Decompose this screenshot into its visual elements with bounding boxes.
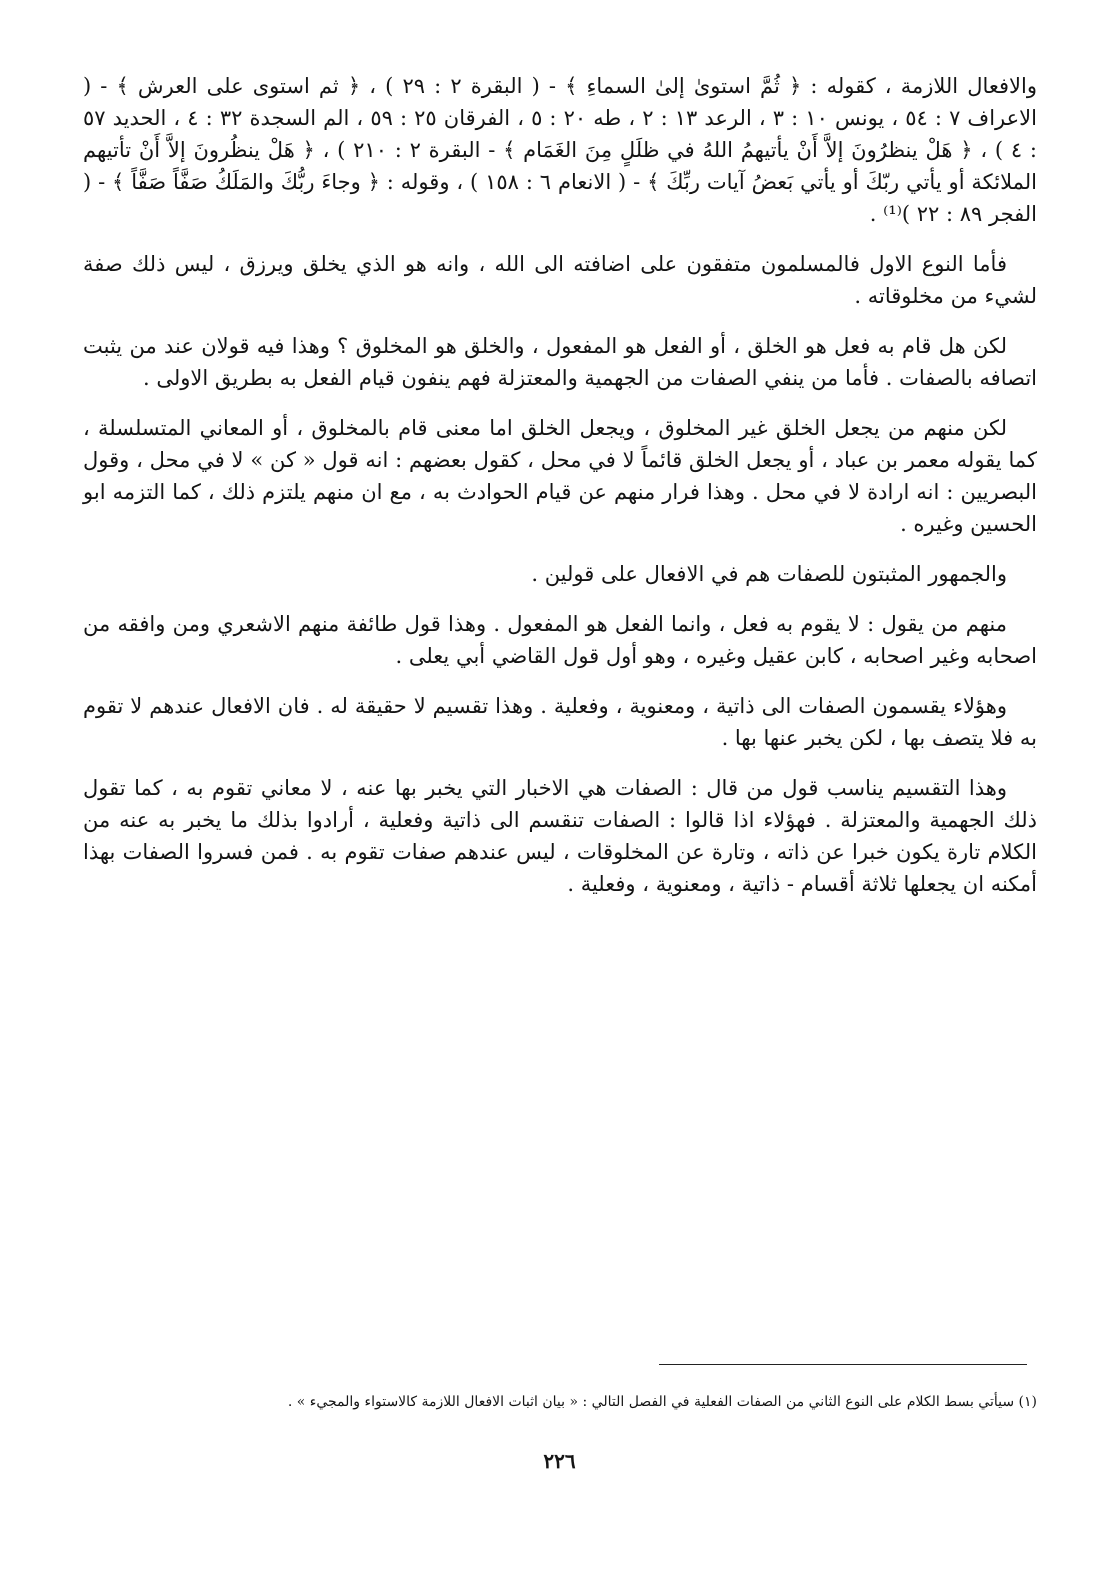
footnote: (١) سيأتي بسط الكلام على النوع الثاني من الصفات الفعلية في الفصل التالي : « بيان اثبات الافعال اللازمة كالاستواء والمجيء » .: [287, 1394, 1037, 1410]
footnote-divider: [659, 1364, 1027, 1365]
paragraph-6: منهم من يقول : لا يقوم به فعل ، وانما الفعل هو المفعول . وهذا قول طائفة منهم الاشعري ومن وافقه من اصحابه وغير اصحابه ، كابن عقيل وغيره ، وهو أول قول القاضي أبي يعلى .: [83, 612, 1037, 668]
main-text: [83, 70, 1037, 918]
paragraph-2: فأما النوع الاول فالمسلمون متفقون على اضافته الى الله ، وانه هو الذي يخلق ويرزق ، ليس ذلك صفة لشيء من مخلوقاته .: [83, 252, 1037, 308]
paragraph-4: لكن منهم من يجعل الخلق غير المخلوق ، ويجعل الخلق اما معنى قام بالمخلوق ، أو المعاني المتسلسلة ، كما يقوله معمر بن عباد ، أو يجعل الخلق قائماً لا في محل ، كقول بعضهم : انه قول « كن » لا في محل ، وقول البصريين : انه ارادة لا في محل . وهذا فرار منهم عن قيام الحوادث به ، مع ان منهم يلتزم ذلك ، كما التزمه ابو الحسين وغيره .: [83, 416, 1037, 536]
paragraph-8: وهذا التقسيم يناسب قول من قال : الصفات هي الاخبار التي يخبر بها عنه ، لا معاني تقوم به ، كما تقول ذلك الجهمية والمعتزلة . فهؤلاء اذا قالوا : الصفات تنقسم الى ذاتية وفعلية ، أرادوا بذلك ما يخبر به عنه من الكلام تارة يكون خبرا عن ذاته ، وتارة عن المخلوقات ، ليس عندهم صفات تقوم به . فمن فسروا الصفات بهذا أمكنه ان يجعلها ثلاثة أقسام - ذاتية ، ومعنوية ، وفعلية .: [83, 776, 1037, 896]
paragraph-3: لكن هل قام به فعل هو الخلق ، أو الفعل هو المفعول ، والخلق هو المخلوق ؟ وهذا فيه قولان عند من يثبت اتصافه بالصفات . فأما من ينفي الصفات من الجهمية والمعتزلة فهم ينفون قيام الفعل به بطريق الاولى .: [83, 334, 1037, 390]
paragraph-5: والجمهور المثبتون للصفات هم في الافعال على قولين .: [531, 562, 1007, 586]
page-number: ٢٢٦: [543, 1449, 576, 1473]
paragraph-1: والافعال اللازمة ، كقوله : ﴿ ثُمَّ استوىٰ إلىٰ السماءِ ﴾ - ( البقرة ٢ : ٢٩ ) ، ﴿ ثم استوى على العرش ﴾ - ( الاعراف ٧ : ٥٤ ، يونس ١٠ : ٣ ، الرعد ١٣ : ٢ ، طه ٢٠ : ٥ ، الفرقان ٢٥ : ٥٩ ، الم السجدة ٣٢ : ٤ ، الحديد ٥٧ : ٤ ) ، ﴿ هَلْ ينظرُونَ إلاَّ أَنْ يأتيهمُ اللهُ في ظلَلٍ مِنَ الغَمَام ﴾ - البقرة ٢ : ٢١٠ ) ، ﴿ هَلْ ينظُرونَ إلاَّ أَنْ تأتيهم الملائكة أو يأتي ربّكَ أو يأتي بَعضُ آيات ربِّكَ ﴾ - ( الانعام ٦ : ١٥٨ ) ، وقوله : ﴿ وجاءَ ربُّكَ والمَلَكُ صَفَّاً صَفَّاً ﴾ - ( الفجر ٨٩ : ٢٢ )⁽¹⁾ .: [83, 74, 1038, 226]
paragraph-7: وهؤلاء يقسمون الصفات الى ذاتية ، ومعنوية ، وفعلية . وهذا تقسيم لا حقيقة له . فان الافعال عندهم لا تقوم به فلا يتصف بها ، لكن يخبر عنها بها .: [83, 694, 1037, 750]
